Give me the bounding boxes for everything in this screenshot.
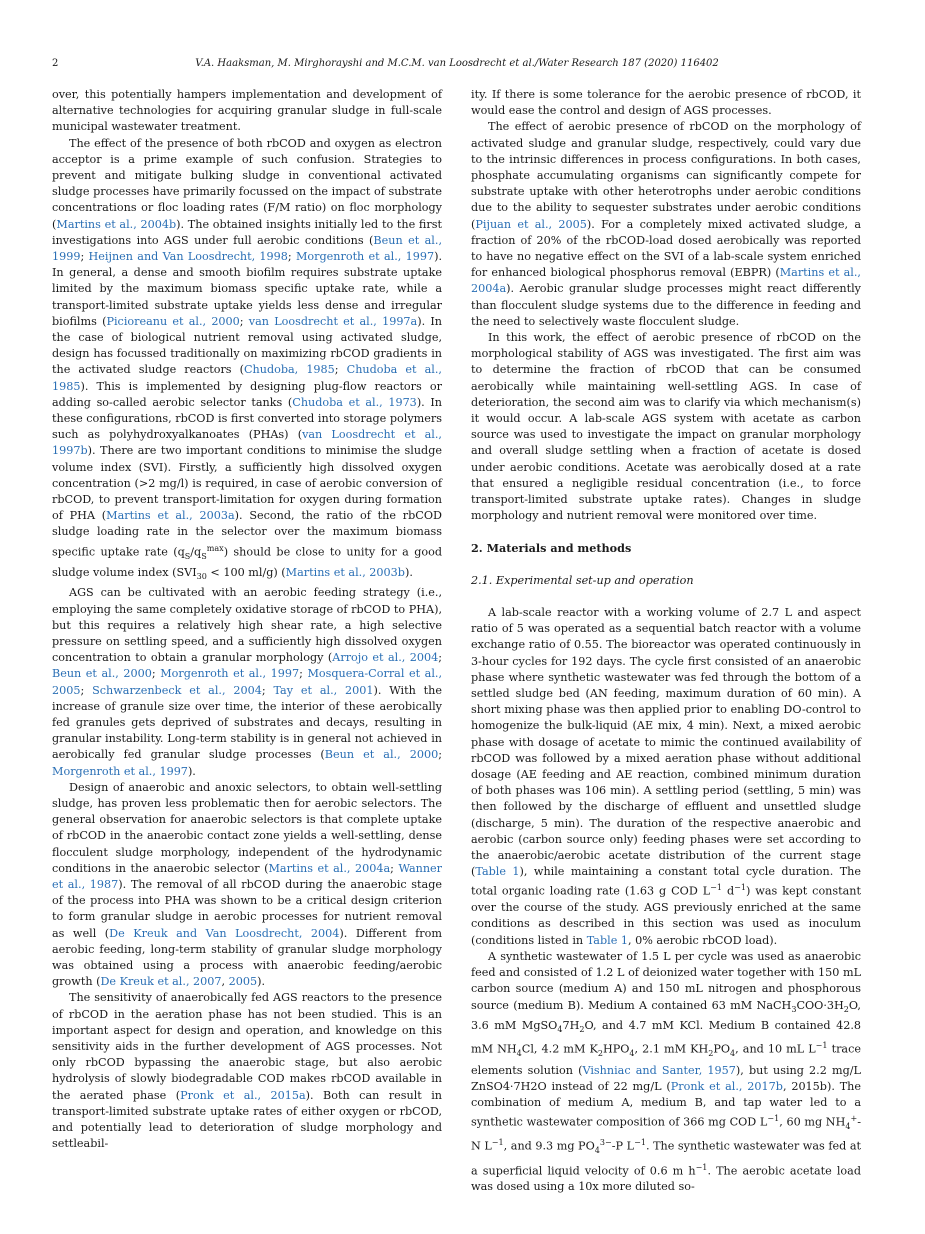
text-run: ) was kept constant over the course of the study. AGS previously enriched at the same conditions as described in this section was used as inoculum (conditions listed in bbox=[471, 885, 861, 947]
text-run: HPO bbox=[602, 1043, 630, 1057]
text-run: −1 bbox=[491, 1138, 504, 1148]
text-run: A lab-scale reactor with a working volume of 2.7 L and aspect ratio of 5 was operated as a sequential batch reactor with a volume exchange ratio of 0.55. The bioreactor was operated continuously in 3-hour cycles for 192 days. The cycle first consisted of an anaerobic phase where synthetic wastewater was fed through the bottom of a settled sludge bed (AN feeding, maximum duration of 60 min). A short mixing phase was then applied prior to enabling DO-control to homogenize the bulk-liquid (AE mix, 4 min). Next, a mixed aerobic phase with dosage of acetate to mimic the continued availability of rbCOD was followed by a mixed aeration phase without additional dosage (AE feeding and AE reaction, combined minimum duration of both phases was 106 min). A settling period (settling, 5 min) was then followed by the discharge of effluent and unsettled sludge (discharge, 5 min). The duration of the respective anaerobic and aerobic (carbon source only) feeding phases were set according to the anaerobic/aerobic acetate distribution of the current stage ( bbox=[471, 605, 861, 879]
citation-link[interactable]: Wanner et al., 1987 bbox=[52, 861, 443, 891]
text-run: A synthetic wastewater of 1.5 L per cycle was used as anaerobic feed and consisted of 1.2 L of deionized water together with 150 mL carbon source (medium A) and 150 mL nitrogen and phosphorous source (medium B). Medium A contained 63 mM NaCH bbox=[471, 949, 861, 1012]
paragraph bbox=[471, 87, 861, 119]
left-column bbox=[52, 87, 442, 1152]
citation-link[interactable]: Table 1 bbox=[475, 865, 520, 879]
text-run: 3 bbox=[791, 1004, 797, 1014]
citation-link[interactable]: Table 1 bbox=[586, 933, 628, 947]
citation-link[interactable]: Beun et al., 1999 bbox=[52, 233, 442, 264]
text-run: . The synthetic wastewater was fed at a superficial liquid velocity of 0.6 m h bbox=[471, 1140, 861, 1178]
citation-link[interactable]: Tay et al., 2001 bbox=[273, 683, 374, 697]
text-run: ). For a completely mixed activated sludge, a fraction of 20% of the rbCOD-load dosed aerobically was reported to have no negative effect on the SVI of a lab-scale system enriched for enhanced biological phosphorus removal (EBPR) ( bbox=[471, 217, 862, 280]
text-run: ; bbox=[299, 667, 308, 681]
citation-link[interactable]: Morgenroth et al., 1997 bbox=[52, 764, 188, 778]
text-run: ). bbox=[257, 975, 266, 989]
text-run: ; bbox=[334, 363, 347, 377]
citation-link[interactable]: 2005 bbox=[228, 975, 258, 989]
text-run: , 2015b). The combination of medium A, medium B, and tap water led to a synthetic wastewater composition of 366 mg COD L bbox=[471, 1079, 861, 1129]
section-title: 2. Materials and methods bbox=[471, 541, 632, 556]
text-run: ; bbox=[438, 748, 442, 762]
text-run: ; bbox=[287, 250, 296, 264]
citation-link[interactable]: van Loosdrecht et al., 1997a bbox=[248, 314, 418, 328]
citation-link[interactable]: Picioreanu et al., 2000 bbox=[106, 314, 240, 328]
text-run: 4 bbox=[845, 1122, 851, 1132]
text-run: 30 bbox=[196, 572, 207, 582]
text-run: 2 bbox=[843, 1004, 849, 1014]
text-run: , 60 mg NH bbox=[779, 1115, 846, 1129]
text-run: + bbox=[850, 1114, 858, 1124]
text-run: 4 bbox=[557, 1025, 563, 1035]
text-run: COO·3H bbox=[796, 998, 844, 1012]
text-run: ). The removal of all rbCOD during the anaerobic stage of the process into PHA was shown to be a critical design criterion to form granular sludge in aerobic processes for nutrient removal as well ( bbox=[52, 877, 443, 940]
paragraph bbox=[471, 605, 861, 949]
text-run: -P L bbox=[611, 1140, 635, 1154]
text-run: ). bbox=[404, 565, 413, 579]
text-run: ; bbox=[438, 651, 442, 665]
subsection-title: 2.1. Experimental set-up and operation bbox=[471, 573, 694, 587]
citation-link[interactable]: Morgenroth et al., 1997 bbox=[295, 250, 435, 264]
text-run: . The aerobic acetate load was dosed using a 10x more diluted so- bbox=[471, 1164, 861, 1194]
paragraph bbox=[52, 990, 442, 1152]
text-run: 3− bbox=[599, 1138, 612, 1148]
text-run: trace elements solution ( bbox=[471, 1043, 861, 1077]
text-run: The effect of aerobic presence of rbCOD on the morphology of activated sludge and granular sludge, respectively, could vary due to the intrinsic differences in process configurations. In both cases, phosphate accumulating organisms can significantly compete for substrate uptake with other heterotrophs under aerobic conditions due to the ability to sequester substrates under aerobic conditions ( bbox=[471, 120, 861, 231]
text-run: /q bbox=[190, 545, 202, 559]
citation-link[interactable]: Pronk et al., 2017b bbox=[670, 1079, 783, 1093]
text-run: over, this potentially hampers implementation and development of alternative technologies for acquiring granular sludge in full-scale municipal wastewater treatment. bbox=[52, 88, 442, 134]
text-run: ). In the case of biological nutrient removal using activated sludge, design has focussed traditionally on maximizing rbCOD gradients in the activated sludge reactors ( bbox=[52, 314, 442, 377]
text-run: ; bbox=[80, 683, 93, 697]
text-run: ; bbox=[390, 861, 399, 875]
text-run: S bbox=[184, 551, 191, 561]
text-run: ). This is implemented by designing plug-flow reactors or adding so-called aerobic selector tanks ( bbox=[52, 379, 442, 409]
text-run: AGS can be cultivated with an aerobic feeding strategy (i.e., employing the same completely oxidative storage of rbCOD to PHA), but this requires a relatively high shear rate, a high selective pressure on settling speed, and a sufficiently high dissolved oxygen concentration to obtain a granular morphology ( bbox=[52, 586, 442, 665]
text-run: In this work, the effect of aerobic presence of rbCOD on the morphological stability of AGS was investigated. The first aim was to determine the fraction of rbCOD that can be consumed aerobically while maintaining well-settling AGS. In case of deterioration, the second aim was to clarify via which mechanism(s) it would occur. A lab-scale AGS system with acetate as carbon source was used to investigate the impact on granular morphology and overall sludge settling when a fraction of acetate is dosed under aerobic conditions. Acetate was aerobically dosed at a rate that ensured a negligible residual concentration (i.e., to force transport-limited substrate uptake rates). Changes in sludge morphology and nutrient removal were monitored over time. bbox=[471, 331, 861, 523]
text-run: The effect of the presence of both rbCOD and oxygen as electron acceptor is a prime example of such confusion. Strategies to prevent and mitigate bulking sludge in conventional activated sludge processes have primarily focussed on the impact of substrate concentrations or floc loading rates (F/M ratio) on floc morphology ( bbox=[52, 136, 442, 231]
text-run: ). In general, a dense and smooth biofilm requires substrate uptake limited by the maximum biomass specific uptake rate, while a transport-limited substrate uptake yields less dense and irregular biofilms ( bbox=[52, 250, 442, 328]
citation-link[interactable]: Schwarzenbeck et al., 2004 bbox=[92, 683, 262, 697]
citation-link[interactable]: Beun et al., 2000 bbox=[324, 748, 439, 762]
text-run: ; bbox=[80, 250, 89, 264]
text-run: , and 10 mL L bbox=[735, 1043, 816, 1057]
text-run: , and 9.3 mg PO bbox=[503, 1140, 595, 1154]
text-run: −1 bbox=[767, 1114, 780, 1124]
citation-link[interactable]: Martins et al., 2004b bbox=[56, 217, 177, 231]
text-run: PO bbox=[713, 1043, 731, 1057]
text-run: ). Different from aerobic feeding, long-term stability of granular sludge morphology was obtained using a process with anaerobic feeding/aerobic growth ( bbox=[52, 926, 442, 989]
paragraph bbox=[471, 119, 861, 330]
text-run: ; bbox=[261, 683, 274, 697]
citation-link[interactable]: Mosquera-Corral et al., 2005 bbox=[52, 667, 443, 697]
text-run: −1 bbox=[695, 1162, 708, 1172]
text-run: 2 bbox=[579, 1025, 585, 1035]
text-run: ), while maintaining a constant total cycle duration. The total organic loading rate (1.63 g COD L bbox=[471, 865, 862, 899]
text-run: 4 bbox=[516, 1049, 522, 1059]
text-run: ). There are two important conditions to minimise the sludge volume index (SVI). Firstly, a sufficiently high dissolved oxygen concentration (>2 mg/l) is required, in case of aerobic conversion of rbCOD, to prevent transport-limitation for oxygen during formation of PHA ( bbox=[52, 444, 442, 523]
text-run: ). Both can result in transport-limited substrate uptake rates of either oxygen or rbCOD, and potentially lead to deterioration of sludge morphology and settleabil- bbox=[52, 1088, 443, 1151]
paragraph bbox=[52, 136, 442, 586]
citation-link[interactable]: Martins et al., 2004a bbox=[471, 266, 861, 296]
text-run: −1 bbox=[734, 883, 747, 893]
citation-link[interactable]: De Kreuk et al., 2007 bbox=[100, 975, 222, 989]
paragraph bbox=[471, 949, 861, 1196]
text-run: 2 bbox=[597, 1049, 603, 1059]
citation-link[interactable]: Heijnen and Van Loosdrecht, 1998 bbox=[88, 250, 288, 264]
citation-link[interactable]: Martins et al., 2003b bbox=[285, 565, 405, 579]
text-run: ). Second, the ratio of the rbCOD sludge loading rate in the selector over the maximum biomass specific uptake rate (q bbox=[52, 509, 442, 559]
text-run: Design of anaerobic and anoxic selectors, to obtain well-settling sludge, has proven less problematic then for aerobic selectors. The general observation for anaerobic selectors is that complete uptake of rbCOD in the anaerobic contact zone yields a well-settling, dense flocculent sludge morphology, independent of the hydrodynamic conditions in the anaerobic selector ( bbox=[52, 780, 442, 875]
text-run: , 2.1 mM KH bbox=[634, 1043, 709, 1057]
text-run: ). With the increase of granule size over time, the interior of these aerobically fed granules gets deprived of substrates and decays, resulting in granular instability. Long-term stability is in general not achieved in aerobically fed granular sludge processes ( bbox=[52, 683, 442, 762]
text-run: ; bbox=[151, 667, 161, 681]
text-run: 2 bbox=[708, 1049, 714, 1059]
citation-link[interactable]: Chudoba et al., 1973 bbox=[292, 395, 417, 409]
text-run: ), but using 2.2 mg/L ZnSO4·7H2O instead of 22 mg/L ( bbox=[471, 1063, 861, 1093]
text-run: max bbox=[206, 543, 224, 553]
citation-link[interactable]: Martins et al., 2004a bbox=[268, 861, 391, 875]
text-run: ) should be close to unity for a good sludge volume index (SVI bbox=[52, 545, 443, 579]
paragraph bbox=[52, 585, 442, 779]
citation-link[interactable]: De Kreuk and Van Loosdrecht, 2004 bbox=[109, 926, 340, 940]
citation-link[interactable]: Beun et al., 2000 bbox=[52, 667, 152, 681]
running-header bbox=[52, 56, 862, 72]
citation-link[interactable]: Chudoba et al., 1985 bbox=[52, 363, 442, 393]
text-run: , bbox=[221, 975, 229, 989]
paragraph bbox=[52, 780, 442, 991]
running-head: V.A. Haaksman, M. Mirghorayshi and M.C.M. van Loosdrecht et al./Water Research 187 (2020) 116402 bbox=[195, 58, 719, 69]
text-run: 4 bbox=[594, 1146, 600, 1156]
citation-link[interactable]: Pijuan et al., 2005 bbox=[475, 217, 587, 231]
text-run: < 100 ml/g) ( bbox=[206, 565, 286, 579]
text-run: ). Aerobic granular sludge processes might react differently than flocculent sludge systems due to the difference in feeding and the need to selectively waste flocculent sludge. bbox=[471, 282, 861, 328]
text-run: 7H bbox=[562, 1018, 580, 1032]
citation-link[interactable]: Vishniac and Santer, 1957 bbox=[582, 1063, 736, 1077]
citation-link[interactable]: Morgenroth et al., 1997 bbox=[160, 667, 300, 681]
text-run: −1 bbox=[815, 1041, 828, 1051]
text-run: O, 3.6 mM MgSO bbox=[471, 998, 861, 1032]
text-run: Cl, 4.2 mM K bbox=[521, 1043, 598, 1057]
text-run: −1 bbox=[710, 883, 723, 893]
citation-link[interactable]: Chudoba, 1985 bbox=[243, 363, 335, 377]
text-run: ; bbox=[239, 314, 249, 328]
text-run: −1 bbox=[634, 1138, 646, 1148]
paragraph bbox=[471, 330, 861, 524]
text-run: S bbox=[201, 551, 207, 561]
paragraph bbox=[52, 87, 442, 136]
right-column bbox=[471, 87, 861, 1196]
citation-link[interactable]: Pronk et al., 2015a bbox=[180, 1088, 306, 1102]
text-run: ). bbox=[187, 764, 196, 778]
text-run: d bbox=[722, 885, 735, 899]
citation-link[interactable]: Martins et al., 2003a bbox=[106, 509, 235, 523]
citation-link[interactable]: van Loosdrecht et al., 1997b bbox=[52, 428, 442, 458]
text-run: -N L bbox=[471, 1115, 862, 1154]
page-number: 2 bbox=[52, 58, 59, 69]
text-run: 4 bbox=[730, 1049, 736, 1059]
text-run: ). The obtained insights initially led to the first investigations into AGS under full aerobic conditions ( bbox=[52, 217, 442, 247]
text-run: The sensitivity of anaerobically fed AGS reactors to the presence of rbCOD in the aeration phase has not been studied. This is an important aspect for design and operation, and knowledge on this sensitivity aids in the further development of AGS processes. Not only rbCOD bypassing the anaerobic stage, but also aerobic hydrolysis of slowly biodegradable COD makes rbCOD available in the aerated phase ( bbox=[52, 991, 442, 1102]
citation-link[interactable]: Arrojo et al., 2004 bbox=[332, 651, 439, 665]
text-run: , 0% aerobic rbCOD load). bbox=[628, 933, 778, 947]
text-run: O, and 4.7 mM KCl. Medium B contained 42.8 mM NH bbox=[471, 1018, 861, 1057]
text-run: ). In these configurations, rbCOD is first converted into storage polymers such as polyhydroxyalkanoates (PHAs) ( bbox=[52, 395, 442, 442]
text-run: ity. If there is some tolerance for the aerobic presence of rbCOD, it would ease the control and design of AGS processes. bbox=[471, 88, 861, 118]
text-run: 4 bbox=[629, 1049, 635, 1059]
